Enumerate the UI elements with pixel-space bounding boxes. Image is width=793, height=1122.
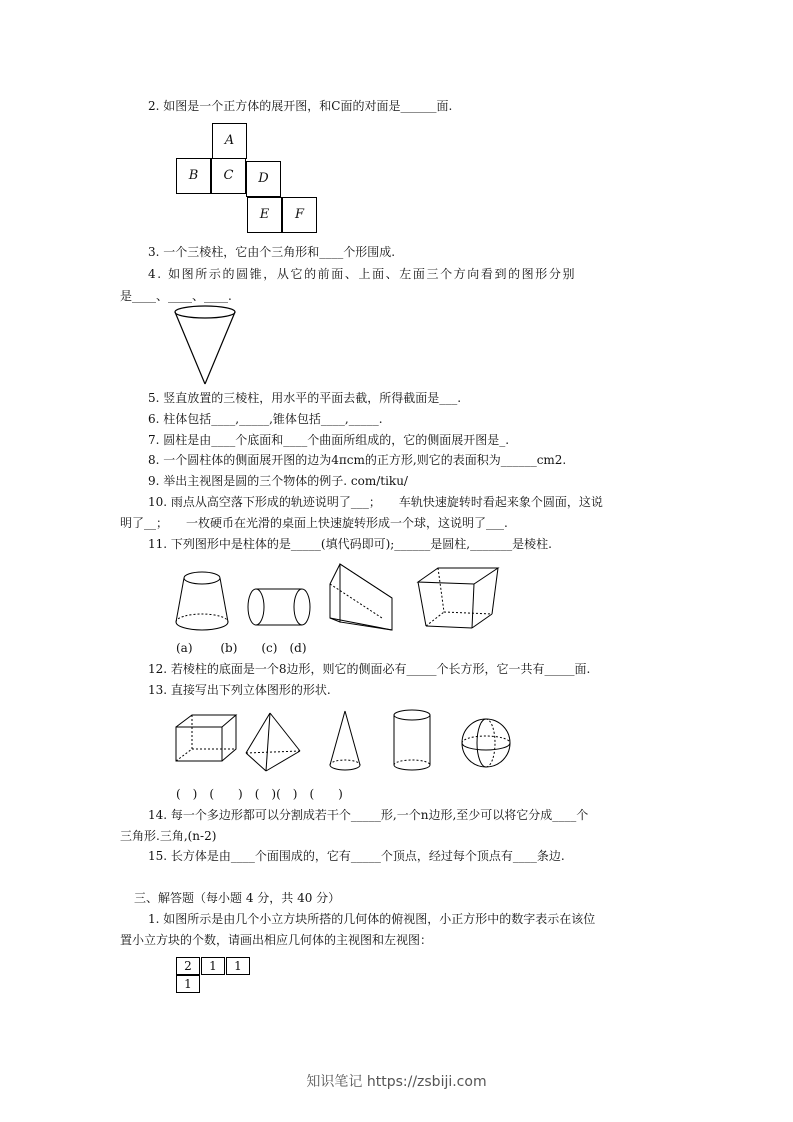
- question-10-line-1: 10. 雨点从高空落下形成的轨迹说明了___； 车轨快速旋转时看起来象个圆面，这说: [148, 495, 603, 509]
- pyramid-shape: [246, 713, 300, 771]
- footer-watermark: 知识笔记 https://zsbiji.com: [306, 1074, 487, 1090]
- question-5: 5. 竖直放置的三棱柱，用水平的平面去截，所得截面是___.: [148, 391, 462, 405]
- question-12: 12. 若棱柱的底面是一个8边形，则它的侧面必有_____个长方形，它一共有_____面.: [148, 662, 591, 676]
- question-4-line-1: 4. 如图所示的圆锥，从它的前面、上面、左面三个方向看到的图形分别: [148, 267, 577, 281]
- truncated-cone-shape: [176, 572, 228, 630]
- net-face-f: F: [282, 197, 317, 233]
- section-3-question-1-line-2: 置小立方块的个数，请画出相应几何体的主视图和左视图：: [120, 933, 433, 947]
- solids-figure-q11: [170, 560, 510, 640]
- cuboid-shape: [176, 715, 236, 761]
- horizontal-cylinder-shape: [248, 589, 310, 625]
- net-face-d: D: [246, 161, 281, 197]
- question-15: 15. 长方体是由____个面围成的，它有_____个顶点，经过每个顶点有____条边.: [148, 849, 565, 863]
- question-8: 8. 一个圆柱体的侧面展开图的边为4πcm的正方形,则它的表面积为______cm2.: [148, 453, 567, 467]
- question-7: 7. 圆柱是由____个底面和____个曲面所组成的，它的侧面展开图是_.: [148, 433, 510, 447]
- question-2: 2. 如图是一个正方体的展开图，和C面的对面是______面.: [148, 99, 453, 113]
- grid-cell: 1: [226, 957, 250, 975]
- question-9: 9. 举出主视图是圆的三个物体的例子. com/tiku/: [148, 474, 408, 488]
- cylinder-shape: [394, 710, 430, 770]
- net-face-a: A: [212, 123, 247, 159]
- question-3: 3. 一个三棱柱，它由个三角形和____个形围成.: [148, 245, 396, 259]
- net-face-e: E: [247, 197, 282, 233]
- net-face-c: C: [211, 158, 246, 194]
- question-14-line-1: 14. 每一个多边形都可以分割成若干个_____形,一个n边形,至少可以将它分成____个: [148, 808, 589, 822]
- grid-cell: 2: [176, 957, 200, 975]
- grid-cell: 1: [201, 957, 225, 975]
- question-6: 6. 柱体包括____,_____,锥体包括____,_____.: [148, 412, 383, 426]
- question-11-labels: (a) (b) (c) (d): [176, 641, 307, 655]
- cube-net-figure: [176, 123, 321, 236]
- sphere-shape: [462, 719, 510, 767]
- inverted-cone-figure: [172, 302, 242, 386]
- triangular-prism-shape: [330, 564, 392, 630]
- question-11: 11. 下列图形中是柱体的是_____(填代码即可);______是圆柱,_______是棱柱.: [148, 537, 552, 551]
- question-14-line-2: 三角形.三角,(n-2): [120, 829, 217, 843]
- net-face-b: B: [176, 158, 211, 194]
- question-10-line-2: 明了__； 一枚硬币在光滑的桌面上快速旋转形成一个球，这说明了___.: [120, 516, 508, 530]
- grid-cell: 1: [176, 975, 200, 993]
- question-4-line-2: 是____、____、____.: [120, 289, 232, 303]
- slanted-prism-shape: [418, 568, 498, 628]
- question-13: 13. 直接写出下列立体图形的形状.: [148, 683, 331, 697]
- question-13-parens: ( ) ( ) ( )( ) ( ): [176, 787, 343, 801]
- solids-figure-q13: [170, 705, 530, 781]
- section-3-question-1-line-1: 1. 如图所示是由几个小立方块所搭的几何体的俯视图，小正方形中的数字表示在该位: [148, 912, 596, 926]
- cone-shape: [330, 711, 360, 770]
- section-3-heading: 三、解答题（每小题 4 分，共 40 分）: [134, 891, 341, 905]
